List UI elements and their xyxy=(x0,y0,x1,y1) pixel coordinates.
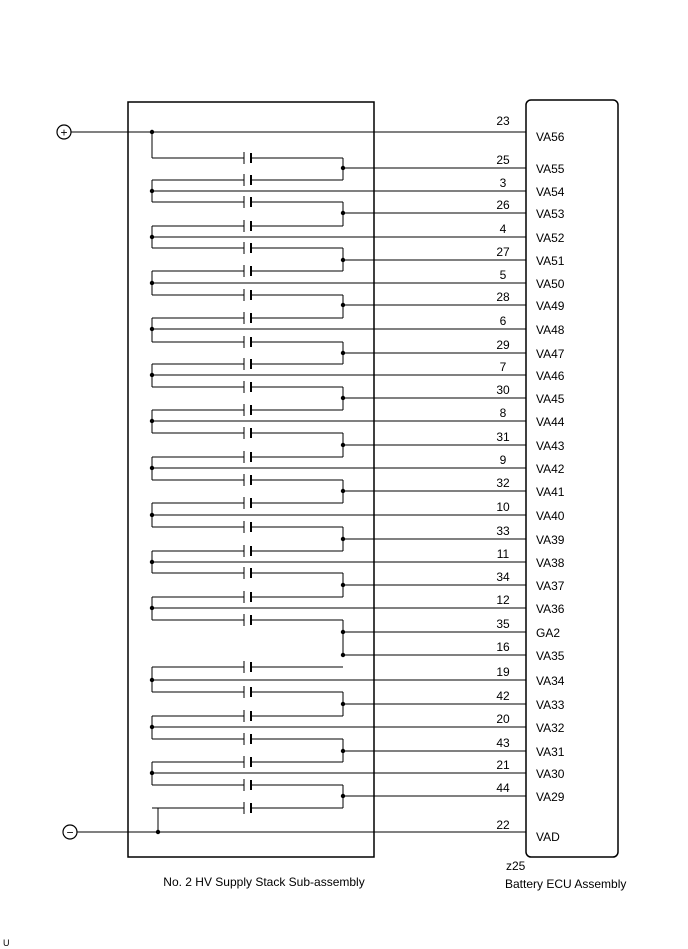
pin-35: 35 xyxy=(496,617,510,631)
pin-27: 27 xyxy=(496,245,510,259)
terminal-ga2: GA2 xyxy=(536,626,561,640)
terminal-va32: VA32 xyxy=(536,721,565,735)
terminal-va37: VA37 xyxy=(536,579,565,593)
battery-cell-icon xyxy=(152,779,343,791)
terminal-va48: VA48 xyxy=(536,323,565,337)
terminal-va47: VA47 xyxy=(536,347,565,361)
wires xyxy=(71,132,526,832)
junction-dot xyxy=(150,678,154,682)
positive-terminal-icon xyxy=(57,125,71,140)
battery-cell-icon xyxy=(152,312,343,324)
junction-dots xyxy=(150,130,345,834)
terminal-va46: VA46 xyxy=(536,369,565,383)
battery-cell-icon xyxy=(152,497,343,509)
pin-11: 11 xyxy=(496,547,510,561)
battery-cells xyxy=(152,152,343,814)
terminal-va53: VA53 xyxy=(536,207,565,221)
battery-cell-icon xyxy=(152,381,343,393)
junction-dot xyxy=(341,630,345,634)
terminal-vad: VAD xyxy=(536,830,560,844)
battery-cell-icon xyxy=(152,802,343,814)
battery-cell-icon xyxy=(152,686,343,698)
battery-cell-icon xyxy=(152,196,343,208)
junction-dot xyxy=(341,702,345,706)
battery-cell-icon xyxy=(152,404,343,416)
battery-cell-icon xyxy=(152,591,343,603)
terminal-labels xyxy=(496,153,564,804)
battery-cell-icon xyxy=(152,152,343,164)
junction-dot xyxy=(341,258,345,262)
terminal-va51: VA51 xyxy=(536,254,565,268)
terminal-va54: VA54 xyxy=(536,185,565,199)
battery-cell-icon xyxy=(152,545,343,557)
junction-dot xyxy=(150,189,154,193)
junction-dot xyxy=(150,281,154,285)
battery-cell-icon xyxy=(152,661,343,673)
pin-44: 44 xyxy=(496,781,510,795)
junction-dot xyxy=(341,351,345,355)
terminal-va30: VA30 xyxy=(536,767,565,781)
junction-dot xyxy=(156,830,160,834)
pin-20: 20 xyxy=(496,712,510,726)
terminal-va50: VA50 xyxy=(536,277,565,291)
terminal-va39: VA39 xyxy=(536,533,565,547)
terminal-va33: VA33 xyxy=(536,698,565,712)
connector-code: z25 xyxy=(506,859,526,873)
pin-31: 31 xyxy=(496,430,510,444)
pin-25: 25 xyxy=(496,153,510,167)
wire xyxy=(152,808,158,832)
battery-cell-icon xyxy=(152,336,343,348)
junction-dot xyxy=(150,560,154,564)
battery-cell-icon xyxy=(152,474,343,486)
terminal-va41: VA41 xyxy=(536,485,565,499)
battery-cell-icon xyxy=(152,614,343,626)
terminal-va45: VA45 xyxy=(536,392,565,406)
battery-ecu-label: Battery ECU Assembly xyxy=(505,877,627,891)
negative-terminal-icon xyxy=(63,825,77,840)
junction-dot xyxy=(150,130,154,134)
terminal-va31: VA31 xyxy=(536,745,565,759)
junction-dot xyxy=(150,419,154,423)
junction-dot xyxy=(150,373,154,377)
junction-dot xyxy=(150,725,154,729)
battery-cell-icon xyxy=(152,451,343,463)
pin-30: 30 xyxy=(496,383,510,397)
junction-dot xyxy=(341,303,345,307)
junction-dot xyxy=(341,537,345,541)
battery-cell-icon xyxy=(152,289,343,301)
pin-42: 42 xyxy=(496,689,510,703)
battery-cell-icon xyxy=(152,242,343,254)
pin-29: 29 xyxy=(496,338,510,352)
battery-cell-icon xyxy=(152,710,343,722)
battery-cell-icon xyxy=(152,358,343,370)
terminal-va49: VA49 xyxy=(536,299,565,313)
pin-10: 10 xyxy=(496,500,510,514)
terminal-va44: VA44 xyxy=(536,415,565,429)
terminal-va29: VA29 xyxy=(536,790,565,804)
pin-12: 12 xyxy=(496,593,510,607)
pin-9: 9 xyxy=(499,453,507,467)
terminal-va55: VA55 xyxy=(536,162,565,176)
pin-33: 33 xyxy=(496,524,510,538)
battery-cell-icon xyxy=(152,521,343,533)
pin-34: 34 xyxy=(496,570,510,584)
battery-cell-icon xyxy=(152,733,343,745)
junction-dot xyxy=(341,489,345,493)
terminal-va52: VA52 xyxy=(536,231,565,245)
junction-dot xyxy=(341,166,345,170)
pin-7: 7 xyxy=(499,360,507,374)
pin-positive: 23 xyxy=(496,114,510,128)
pin-negative: 22 xyxy=(496,818,510,832)
terminal-va38: VA38 xyxy=(536,556,565,570)
pin-4: 4 xyxy=(499,222,507,236)
battery-cell-icon xyxy=(152,265,343,277)
battery-cell-icon xyxy=(152,756,343,768)
junction-dot xyxy=(341,794,345,798)
positive-symbol: + xyxy=(60,125,68,140)
junction-dot xyxy=(341,211,345,215)
battery-cell-icon xyxy=(152,427,343,439)
pin-16: 16 xyxy=(496,640,510,654)
junction-dot xyxy=(341,749,345,753)
pin-43: 43 xyxy=(496,736,510,750)
junction-dot xyxy=(150,466,154,470)
figure-code: U xyxy=(3,938,10,948)
battery-cell-icon xyxy=(152,174,343,186)
terminal-va43: VA43 xyxy=(536,439,565,453)
junction-dot xyxy=(341,583,345,587)
battery-cell-icon xyxy=(152,220,343,232)
terminal-va42: VA42 xyxy=(536,462,565,476)
pin-19: 19 xyxy=(496,665,510,679)
junction-dot xyxy=(150,771,154,775)
junction-dot xyxy=(150,606,154,610)
junction-dot xyxy=(341,396,345,400)
terminal-va35: VA35 xyxy=(536,649,565,663)
junction-dot xyxy=(341,443,345,447)
supply-stack-label: No. 2 HV Supply Stack Sub-assembly xyxy=(163,875,365,889)
terminal-va56: VA56 xyxy=(536,130,565,144)
pin-26: 26 xyxy=(496,198,510,212)
pin-3: 3 xyxy=(499,176,507,190)
terminal-va34: VA34 xyxy=(536,674,565,688)
pin-28: 28 xyxy=(496,290,510,304)
pin-5: 5 xyxy=(499,268,507,282)
terminal-va36: VA36 xyxy=(536,602,565,616)
junction-dot xyxy=(150,327,154,331)
junction-dot xyxy=(150,513,154,517)
pin-8: 8 xyxy=(499,406,507,420)
pin-32: 32 xyxy=(496,476,510,490)
terminal-va40: VA40 xyxy=(536,509,565,523)
junction-dot xyxy=(341,653,345,657)
negative-symbol: − xyxy=(66,825,74,840)
pin-6: 6 xyxy=(499,314,507,328)
junction-dot xyxy=(150,235,154,239)
battery-cell-icon xyxy=(152,567,343,579)
pin-21: 21 xyxy=(496,758,510,772)
